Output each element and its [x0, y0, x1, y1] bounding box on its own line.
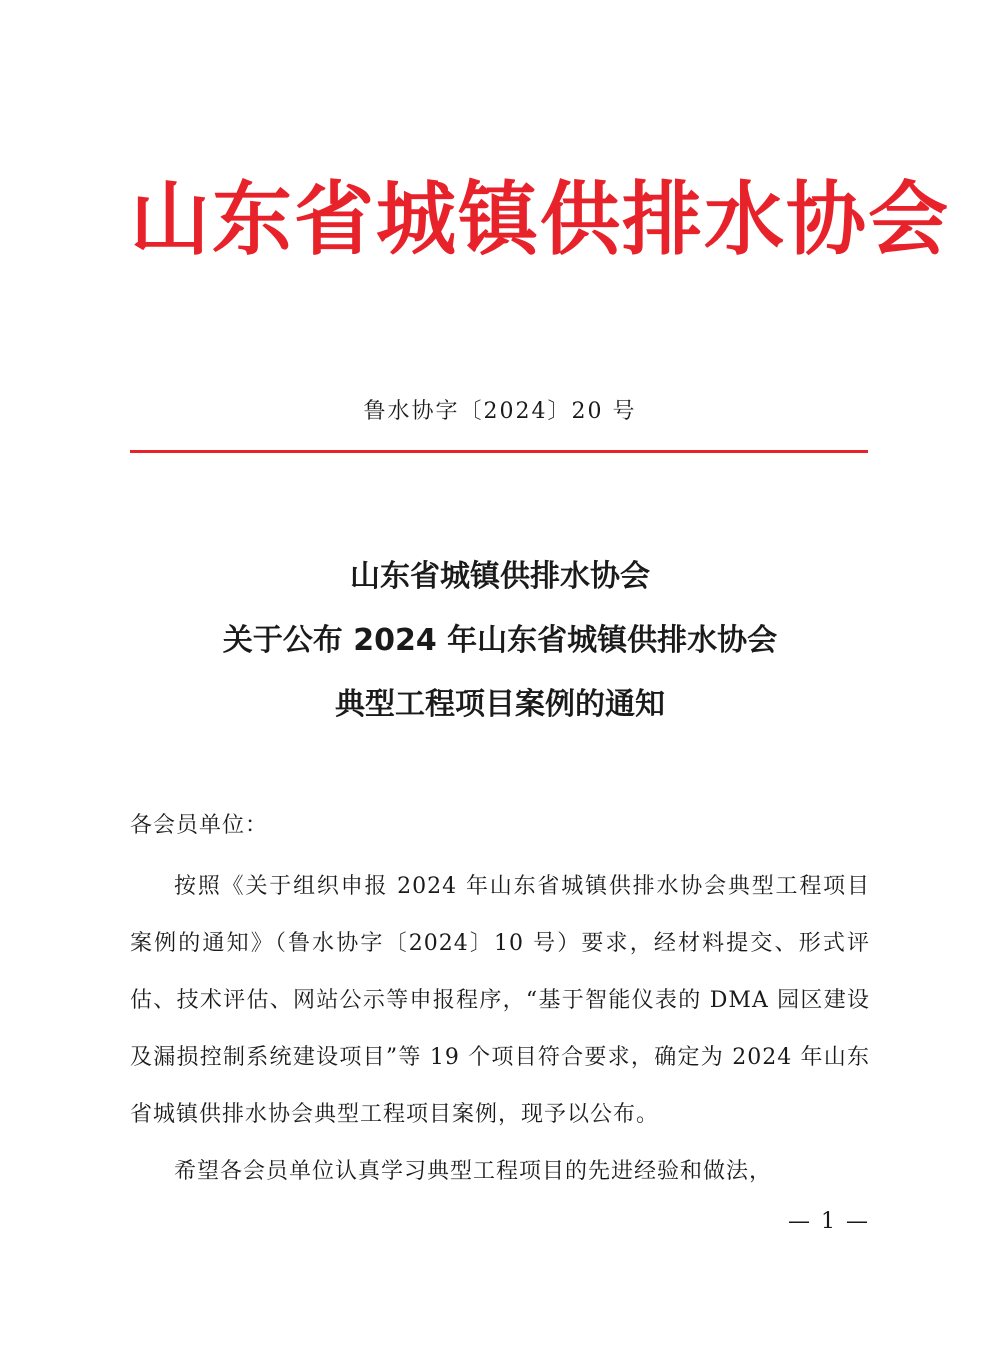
page-number: — 1 — — [788, 1209, 870, 1234]
paragraph-1: 按照《关于组织申报 2024 年山东省城镇供排水协会典型工程项目案例的通知》（鲁水协字〔2024〕10 号）要求，经材料提交、形式评估、技术评估、网站公示等申报程序，“基于智能仪表的 DMA 园区建设及漏损控制系统建设项目”等 19 个项目符合要求，确定为 2024 年山东省城镇供排水协会典型工程项目案例，现予以公布。 — [130, 874, 870, 1127]
red-divider — [130, 450, 868, 453]
title-line-2: 关于公布 2024 年山东省城镇供排水协会 — [222, 623, 778, 658]
paragraph-2: 希望各会员单位认真学习典型工程项目的先进经验和做法， — [174, 1159, 773, 1184]
body-text — [130, 858, 870, 1200]
notice-title — [130, 545, 870, 737]
salutation: 各会员单位： — [130, 813, 269, 838]
title-line-1: 山东省城镇供排水协会 — [350, 559, 650, 594]
title-line-3: 典型工程项目案例的通知 — [335, 687, 665, 722]
masthead-title: 山东省城镇供排水协会 — [130, 173, 950, 266]
document-number: 鲁水协字〔2024〕20 号 — [363, 399, 637, 424]
